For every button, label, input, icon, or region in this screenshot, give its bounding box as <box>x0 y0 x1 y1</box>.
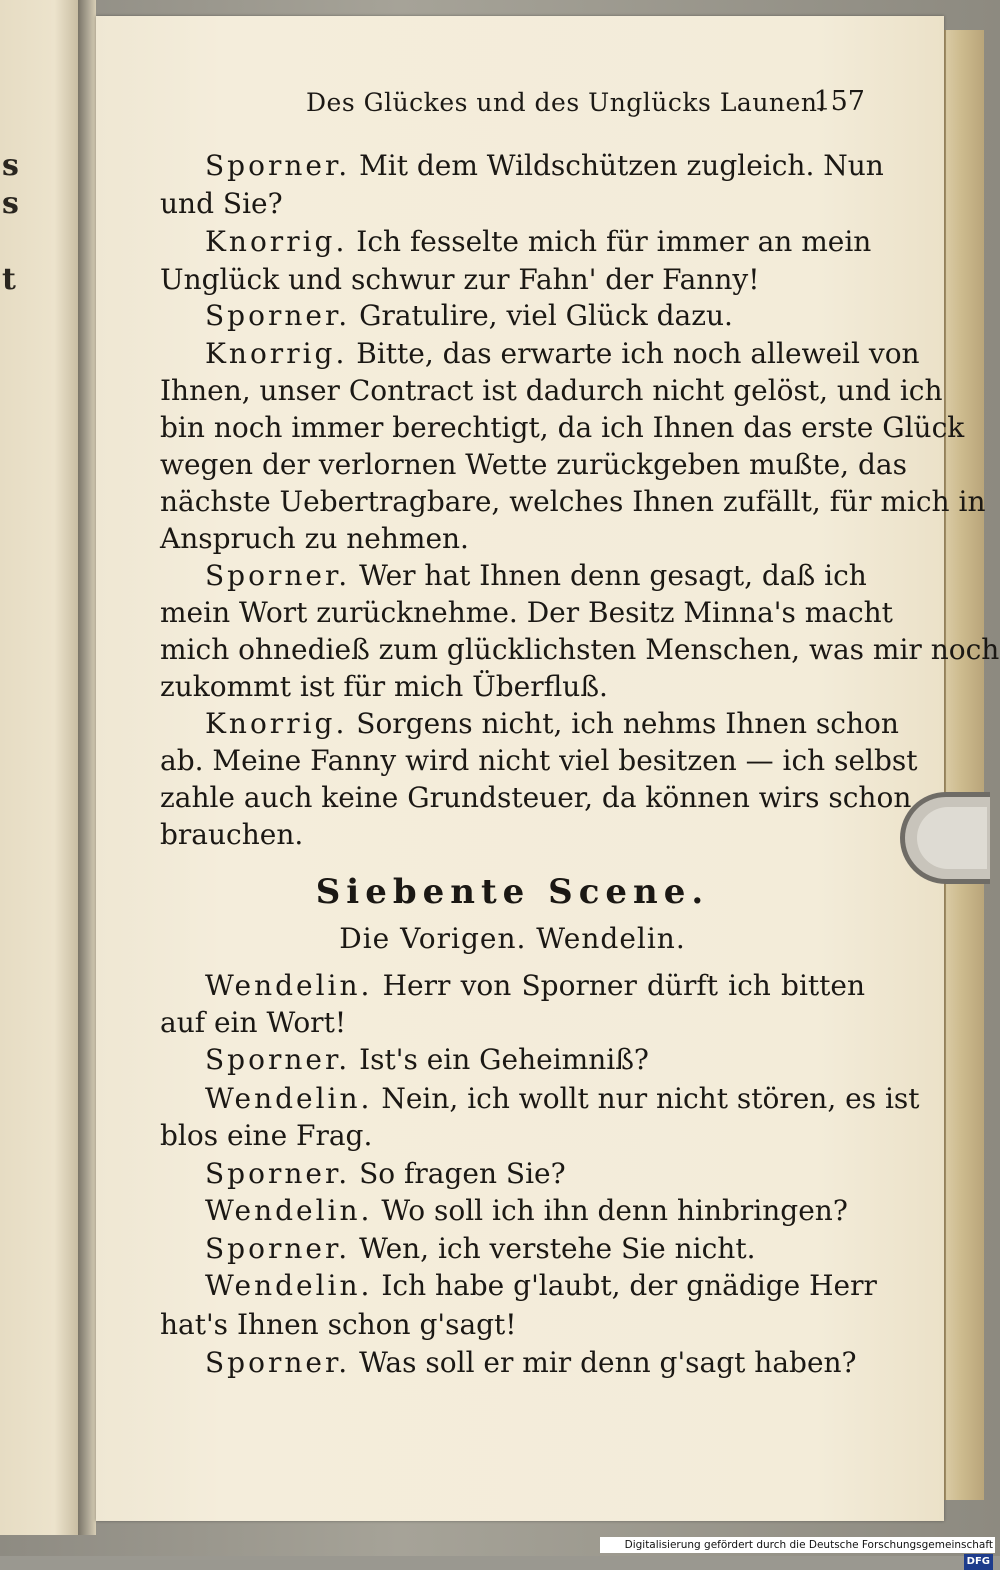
line-text: Gratulire, viel Glück dazu. <box>359 299 733 332</box>
text-line <box>205 1042 865 1078</box>
page-number: 157 <box>813 86 865 117</box>
line-text: bin noch immer berechtigt, da ich Ihnen das erste Glück <box>160 411 965 444</box>
facing-page-mark: t <box>2 262 16 297</box>
text-line <box>160 447 907 483</box>
text-line <box>160 595 893 631</box>
line-text: Wen, ich verstehe Sie nicht. <box>359 1232 756 1265</box>
line-text: und Sie? <box>160 187 283 220</box>
scene-subheading: Die Vorigen. Wendelin. <box>339 922 686 955</box>
line-text: Herr von Sporner dürft ich bitten <box>382 969 866 1002</box>
text-line <box>205 968 865 1004</box>
page-stack-edge <box>944 30 984 1500</box>
dfg-logo: DFG <box>964 1554 993 1570</box>
text-line <box>205 1268 877 1304</box>
text-line <box>160 373 943 409</box>
line-text: Sorgens nicht, ich nehms Ihnen schon <box>356 707 899 740</box>
text-line <box>205 1156 865 1192</box>
speaker-name: Sporner. <box>205 1346 351 1379</box>
speaker-name: Wendelin. <box>205 1269 373 1302</box>
text-line <box>205 148 884 184</box>
scene-heading: Siebente Scene. <box>315 872 710 912</box>
text-line <box>160 484 986 520</box>
line-text: nächste Uebertragbare, welches Ihnen zufällt, für mich in <box>160 485 986 518</box>
line-text: blos eine Frag. <box>160 1119 373 1152</box>
speaker-name: Knorrig. <box>205 337 348 370</box>
line-text: Ich fesselte mich für immer an mein <box>356 225 872 258</box>
line-text: hat's Ihnen schon g'sagt! <box>160 1308 517 1341</box>
line-text: Bitte, das erwarte ich noch alleweil von <box>356 337 920 370</box>
facing-page-mark: s <box>2 186 19 221</box>
text-line <box>205 336 920 372</box>
text-line <box>160 410 965 446</box>
text-line <box>205 1193 865 1229</box>
line-text: Wo soll ich ihn denn hinbringen? <box>381 1194 848 1227</box>
line-text: Anspruch zu nehmen. <box>160 522 469 555</box>
text-line <box>160 262 865 298</box>
line-text: Was soll er mir denn g'sagt haben? <box>359 1346 857 1379</box>
speaker-name: Wendelin. <box>205 1082 373 1115</box>
text-line <box>160 1307 865 1343</box>
line-text: Mit dem Wildschützen zugleich. Nun <box>359 149 884 182</box>
speaker-name: Knorrig. <box>205 707 348 740</box>
running-title: Des Glückes und des Unglücks Launen. <box>306 88 826 117</box>
speaker-name: Wendelin. <box>205 1194 373 1227</box>
running-header <box>160 88 865 124</box>
text-line <box>160 186 865 222</box>
line-text: mich ohnedieß zum glücklichsten Menschen, was mir noch <box>160 633 1000 666</box>
facing-page <box>0 0 80 1535</box>
speaker-name: Sporner. <box>205 149 351 182</box>
text-line <box>160 780 912 816</box>
speaker-name: Wendelin. <box>205 969 373 1002</box>
line-text: auf ein Wort! <box>160 1006 347 1039</box>
line-text: zukommt ist für mich Überfluß. <box>160 670 608 703</box>
text-line <box>160 1005 865 1041</box>
page-clip-tab <box>900 792 990 884</box>
line-text: Ich habe g'laubt, der gnädige Herr <box>381 1269 877 1302</box>
text-line <box>160 521 865 557</box>
text-line <box>160 632 1000 668</box>
text-line <box>205 298 865 334</box>
text-line <box>205 706 899 742</box>
line-text: mein Wort zurücknehme. Der Besitz Minna's macht <box>160 596 893 629</box>
line-text: Unglück und schwur zur Fahn' der Fanny! <box>160 263 760 296</box>
line-text: zahle auch keine Grundsteuer, da können wirs schon <box>160 781 912 814</box>
speaker-name: Sporner. <box>205 299 351 332</box>
line-text: Nein, ich wollt nur nicht stören, es ist <box>381 1082 920 1115</box>
line-text: Ihnen, unser Contract ist dadurch nicht gelöst, und ich <box>160 374 943 407</box>
text-line <box>205 558 865 594</box>
speaker-name: Sporner. <box>205 1043 351 1076</box>
text-line <box>205 1081 920 1117</box>
text-line <box>160 817 865 853</box>
speaker-name: Sporner. <box>205 559 351 592</box>
speaker-name: Sporner. <box>205 1157 351 1190</box>
book-gutter <box>78 0 96 1535</box>
text-line <box>205 1345 865 1381</box>
text-line <box>205 224 872 260</box>
text-line <box>160 743 918 779</box>
line-text: So fragen Sie? <box>359 1157 566 1190</box>
text-line <box>160 669 865 705</box>
line-text: Ist's ein Geheimniß? <box>359 1043 649 1076</box>
line-text: brauchen. <box>160 818 304 851</box>
digitization-credit <box>600 1537 995 1567</box>
line-text: ab. Meine Fanny wird nicht viel besitzen — ich selbst <box>160 744 918 777</box>
facing-page-mark: s <box>2 148 19 183</box>
speaker-name: Knorrig. <box>205 225 348 258</box>
speaker-name: Sporner. <box>205 1232 351 1265</box>
line-text: Wer hat Ihnen denn gesagt, daß ich <box>359 559 867 592</box>
text-line <box>205 1231 865 1267</box>
credit-text: Digitalisierung gefördert durch die Deutsche Forschungsgemeinschaft <box>624 1539 993 1551</box>
text-line <box>160 1118 865 1154</box>
line-text: wegen der verlornen Wette zurückgeben mußte, das <box>160 448 907 481</box>
